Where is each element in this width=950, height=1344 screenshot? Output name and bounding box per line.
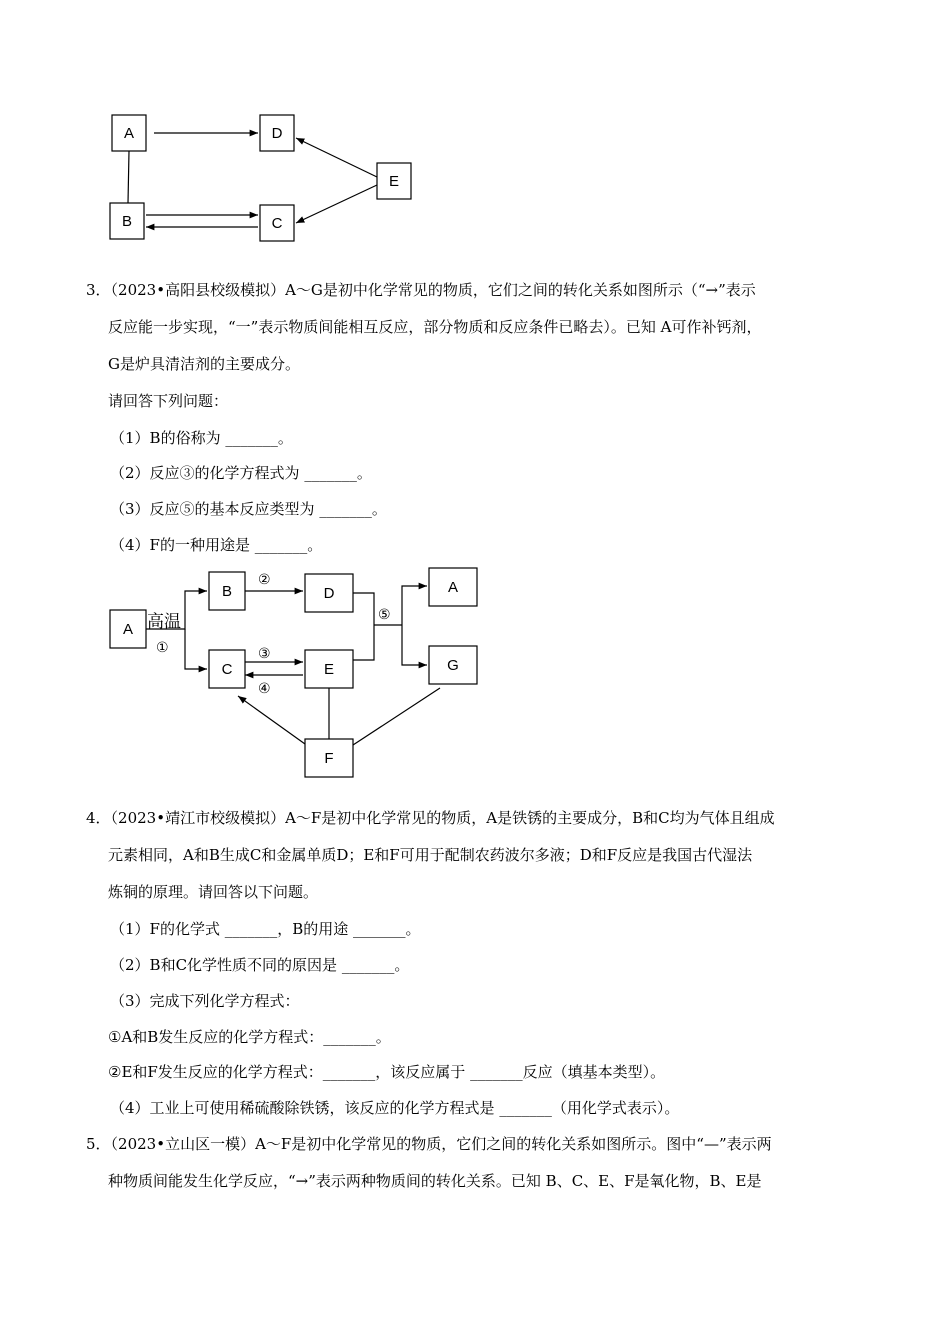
edge-f-c <box>238 696 305 744</box>
svg-text:A: A <box>447 579 459 596</box>
edge-d-join <box>353 593 374 660</box>
q3-line-3: G是炉具清洁剂的主要成分。 <box>108 355 300 373</box>
q3-sub-3: （3）反应⑤的基本反应类型为 _______。 <box>110 500 387 518</box>
condition-label: 高温 <box>147 612 181 631</box>
q3-sub-4: （4）F的一种用途是 _______。 <box>110 536 323 554</box>
q4-sub-4: （4）工业上可使用稀硫酸除铁锈，该反应的化学方程式是 _______（用化学式表示）。 <box>110 1099 680 1117</box>
edge-e-c <box>296 185 377 223</box>
svg-text:⑤: ⑤ <box>378 606 391 622</box>
svg-text:A: A <box>123 125 135 142</box>
edge-a-b <box>128 151 129 203</box>
diagram-1 <box>100 105 430 250</box>
q4-eq-2: ②E和F发生反应的化学方程式：_______，该反应属于 _______反应（填基本类型）。 <box>108 1063 666 1081</box>
q3-line-1: 3．（2023•高阳县校级模拟）A～G是初中化学常见的物质，它们之间的转化关系如图所示（“→”表示 <box>86 281 756 299</box>
svg-text:①: ① <box>156 639 169 655</box>
svg-text:③: ③ <box>258 645 271 661</box>
svg-text:B: B <box>221 583 233 600</box>
edge-e-d <box>296 138 377 177</box>
q3-sub-1: （1）B的俗称为 _______。 <box>110 429 293 447</box>
svg-text:B: B <box>121 213 133 230</box>
diagram-2 <box>100 562 490 784</box>
edge-5-a <box>402 586 427 625</box>
q3-prompt: 请回答下列问题： <box>108 392 229 410</box>
svg-text:②: ② <box>258 571 271 587</box>
edge-5-g <box>402 625 427 665</box>
q4-line-1: 4．（2023•靖江市校级模拟）A～F是初中化学常见的物质，A是铁锈的主要成分，B和C均为气体且组成 <box>86 809 775 827</box>
svg-text:F: F <box>324 750 334 767</box>
q4-line-3: 炼铜的原理。请回答以下问题。 <box>108 883 319 901</box>
svg-text:④: ④ <box>258 680 271 696</box>
edge-a-c <box>185 629 207 669</box>
q4-sub-1: （1）F的化学式 _______，B的用途 _______。 <box>110 920 421 938</box>
svg-text:C: C <box>271 215 283 232</box>
q4-eq-1: ①A和B发生反应的化学方程式：_______。 <box>108 1028 391 1046</box>
q4-sub-3: （3）完成下列化学方程式： <box>110 992 300 1010</box>
svg-text:D: D <box>271 125 283 142</box>
svg-text:D: D <box>323 585 335 602</box>
q5-line-1: 5．（2023•立山区一模）A～F是初中化学常见的物质，它们之间的转化关系如图所示。图中“—”表示两 <box>86 1135 772 1153</box>
svg-text:E: E <box>323 661 335 678</box>
q3-line-2: 反应能一步实现，“一”表示物质间能相互反应，部分物质和反应条件已略去）。已知 A可作补钙剂， <box>108 318 762 336</box>
q4-line-2: 元素相同，A和B生成C和金属单质D；E和F可用于配制农药波尔多液；D和F反应是我国古代湿法 <box>108 846 753 864</box>
svg-text:G: G <box>447 657 459 674</box>
edge-f-g <box>353 688 440 745</box>
svg-text:A: A <box>122 621 134 638</box>
svg-text:C: C <box>221 661 233 678</box>
svg-text:E: E <box>388 173 400 190</box>
q5-line-2: 种物质间能发生化学反应，“→”表示两种物质间的转化关系。已知 B、C、E、F是氧化物，B、E是 <box>108 1172 762 1190</box>
q3-sub-2: （2）反应③的化学方程式为 _______。 <box>110 464 372 482</box>
q4-sub-2: （2）B和C化学性质不同的原因是 _______。 <box>110 956 410 974</box>
